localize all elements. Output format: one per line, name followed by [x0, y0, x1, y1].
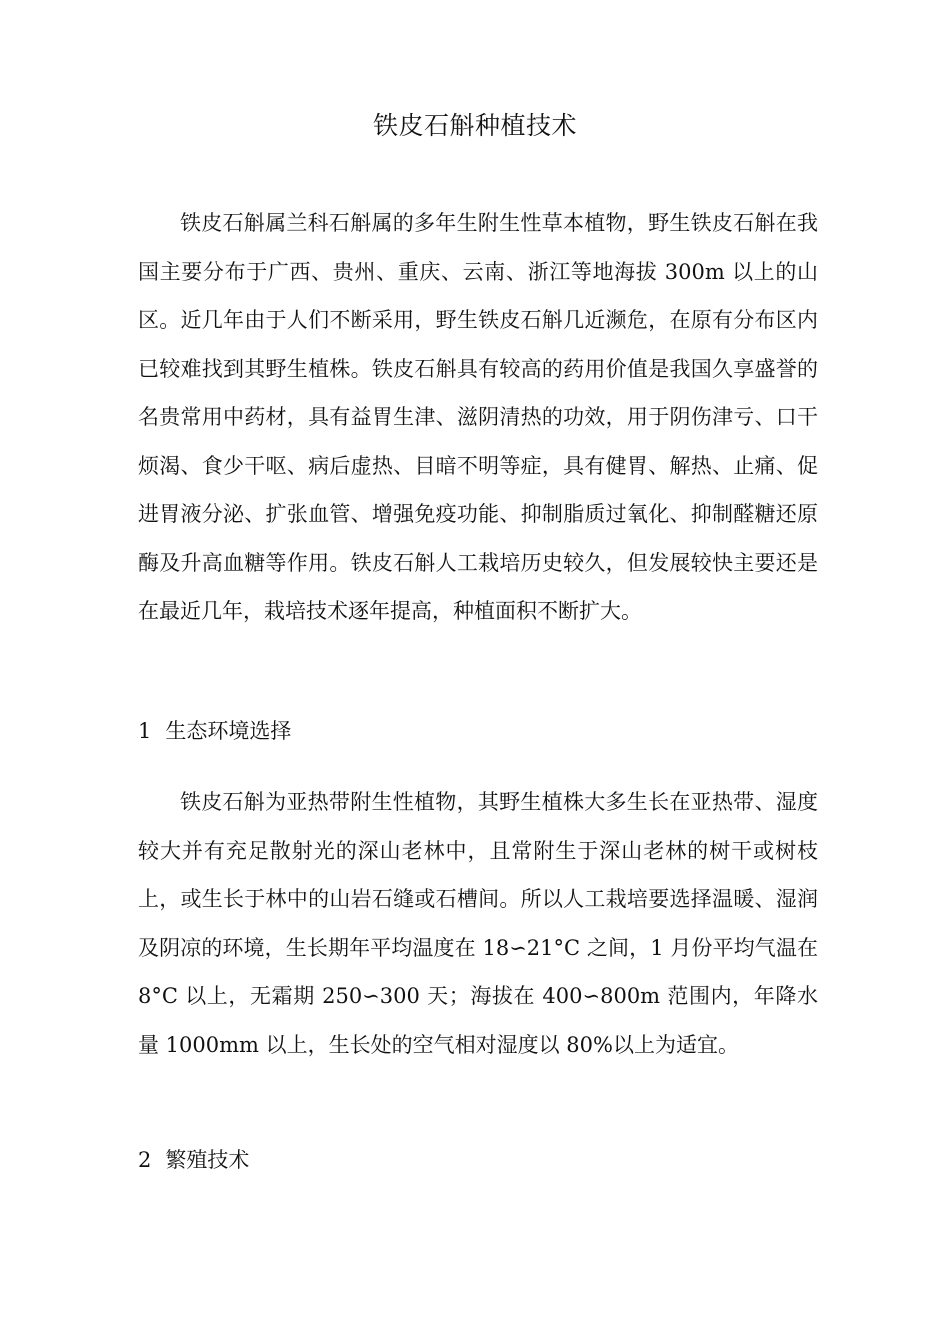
- document-title: 铁皮石斛种植技术: [372, 111, 577, 140]
- section-heading-text: 生态环境选择: [165, 719, 292, 743]
- section-1-paragraph: 铁皮石斛为亚热带附生性植物，其野生植株大多生长在亚热带、湿度较大并有充足散射光的深山老林中，且常附生于深山老林的树干或树枝上，或生长于林中的山岩石缝或石槽间。所以人工栽培要选择温暖、湿润及阴凉的环境，生长期年平均温度在 18∽21°C 之间，1 月份平均气温在 8°C 以上，无霜期 250∽300 天；海拔在 400∽800m 范围内，年降水量 1000mm 以上，生长处的空气相对湿度以 80%以上为适宜。: [138, 790, 818, 1057]
- section-heading-1: [138, 716, 291, 746]
- section-heading-text: 繁殖技术: [165, 1148, 250, 1172]
- section-number: 1: [138, 719, 152, 743]
- intro-paragraph: 铁皮石斛属兰科石斛属的多年生附生性草本植物，野生铁皮石斛在我国主要分布于广西、贵州、重庆、云南、浙江等地海拔 300m 以上的山区。近几年由于人们不断采用，野生铁皮石斛几近濒危，在原有分布区内已较难找到其野生植株。铁皮石斛具有较高的药用价值是我国久享盛誉的名贵常用中药材，具有益胃生津、滋阴清热的功效，用于阴伤津亏、口干烦渴、食少干呕、病后虚热、目暗不明等症，具有健胃、解热、止痛、促进胃液分泌、扩张血管、增强免疫功能、抑制脂质过氧化、抑制醛糖还原酶及升高血糖等作用。铁皮石斛人工栽培历史较久，但发展较快主要还是在最近几年，栽培技术逐年提高，种植面积不断扩大。: [138, 211, 818, 623]
- section-heading-2: [138, 1145, 249, 1175]
- section-number: 2: [138, 1148, 152, 1172]
